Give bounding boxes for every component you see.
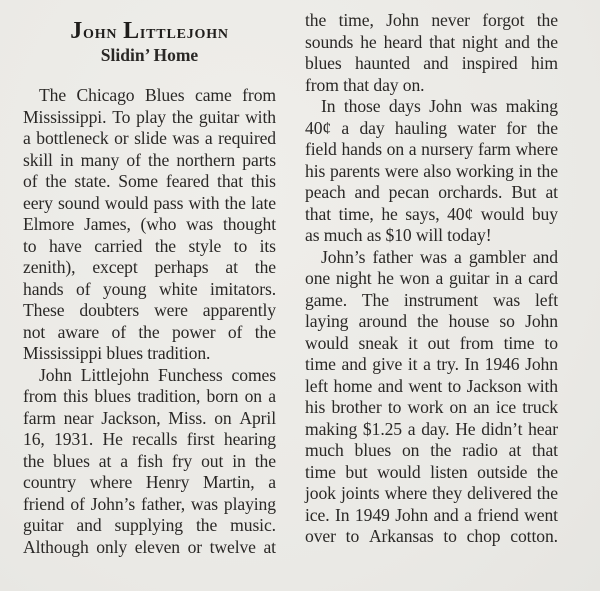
text-line: 40¢ a day hauling water for the (305, 117, 558, 138)
text-line: farm near Jackson, Miss. on April (23, 407, 276, 428)
text-line: to have carried the style to its (23, 235, 276, 256)
text-line: much blues on the radio at that (305, 440, 558, 460)
text-line: his brother to work on an ice truck (305, 397, 558, 417)
text-line: the time, John never forgot the (305, 10, 558, 30)
text-line: not aware of the power of the (23, 321, 276, 342)
text-line: John Littlejohn Funchess comes (39, 364, 276, 385)
text-line: hands of young white imitators. (23, 278, 276, 299)
text-line: 16, 1931. He recalls first hearing (23, 429, 276, 449)
text-line: one night he won a guitar in a card (305, 268, 558, 288)
text-line: country where Henry Martin, a (23, 472, 276, 492)
text-line: blues haunted and inspired him (305, 53, 558, 73)
text-line: guitar and supplying the music. (23, 515, 276, 535)
text-line: field hands on a nursery farm where (305, 139, 558, 159)
text-line: Mississippi. To play the guitar with (23, 106, 276, 127)
text-line: his parents were also working in the (305, 160, 558, 181)
text-line: peach and pecan orchards. But at (305, 182, 558, 202)
text-line: ice. In 1949 John and a friend went (305, 504, 558, 525)
text-line: The Chicago Blues came from (39, 85, 276, 105)
text-line: that time, he says, 40¢ would buy (305, 203, 558, 224)
text-line: Although only eleven or twelve at (23, 536, 276, 557)
text-line: friend of John’s father, was playing (23, 493, 276, 514)
text-line: time but would listen outside the (305, 461, 558, 482)
text-line: skill in many of the northern parts (23, 149, 276, 170)
text-line: eery sound would pass with the late (23, 192, 276, 213)
text-line: These doubters were apparently (23, 300, 276, 320)
text-line: the blues at a fish fry out in the (23, 450, 276, 471)
text-line: over to Arkansas to chop cotton. (305, 526, 558, 546)
text-line: from that day on. (305, 74, 425, 95)
text-line: left home and went to Jackson with (305, 375, 558, 396)
text-line: In those days John was making (321, 96, 558, 116)
left-column-body (23, 85, 276, 558)
text-line: from this blues tradition, born on a (23, 386, 276, 406)
text-line: Elmore James, (who was thought (23, 214, 276, 234)
right-column-body (305, 10, 558, 548)
text-line: John’s father was a gambler and (321, 246, 558, 267)
text-line: Mississippi blues tradition. (23, 343, 211, 363)
text-line: making $1.25 a day. He didn’t hear (305, 418, 558, 439)
text-line: game. The instrument was left (305, 289, 558, 310)
text-line: jook joints where they delivered the (305, 483, 558, 503)
article-title: John Littlejohn (70, 18, 229, 44)
article-subtitle: Slidin’ Home (100, 45, 199, 65)
text-line: time and give it a try. In 1946 John (305, 354, 558, 374)
text-line: as much as $10 will today! (305, 225, 492, 245)
text-line: zenith), except perhaps at the (23, 257, 276, 277)
text-line: sounds he heard that night and the (305, 31, 558, 52)
text-line: a bottleneck or slide was a required (23, 128, 276, 148)
text-line: laying around the house so John (305, 311, 558, 331)
text-line: would sneak it out from time to (305, 332, 558, 353)
text-line: of the state. Some feared that this (23, 171, 276, 191)
